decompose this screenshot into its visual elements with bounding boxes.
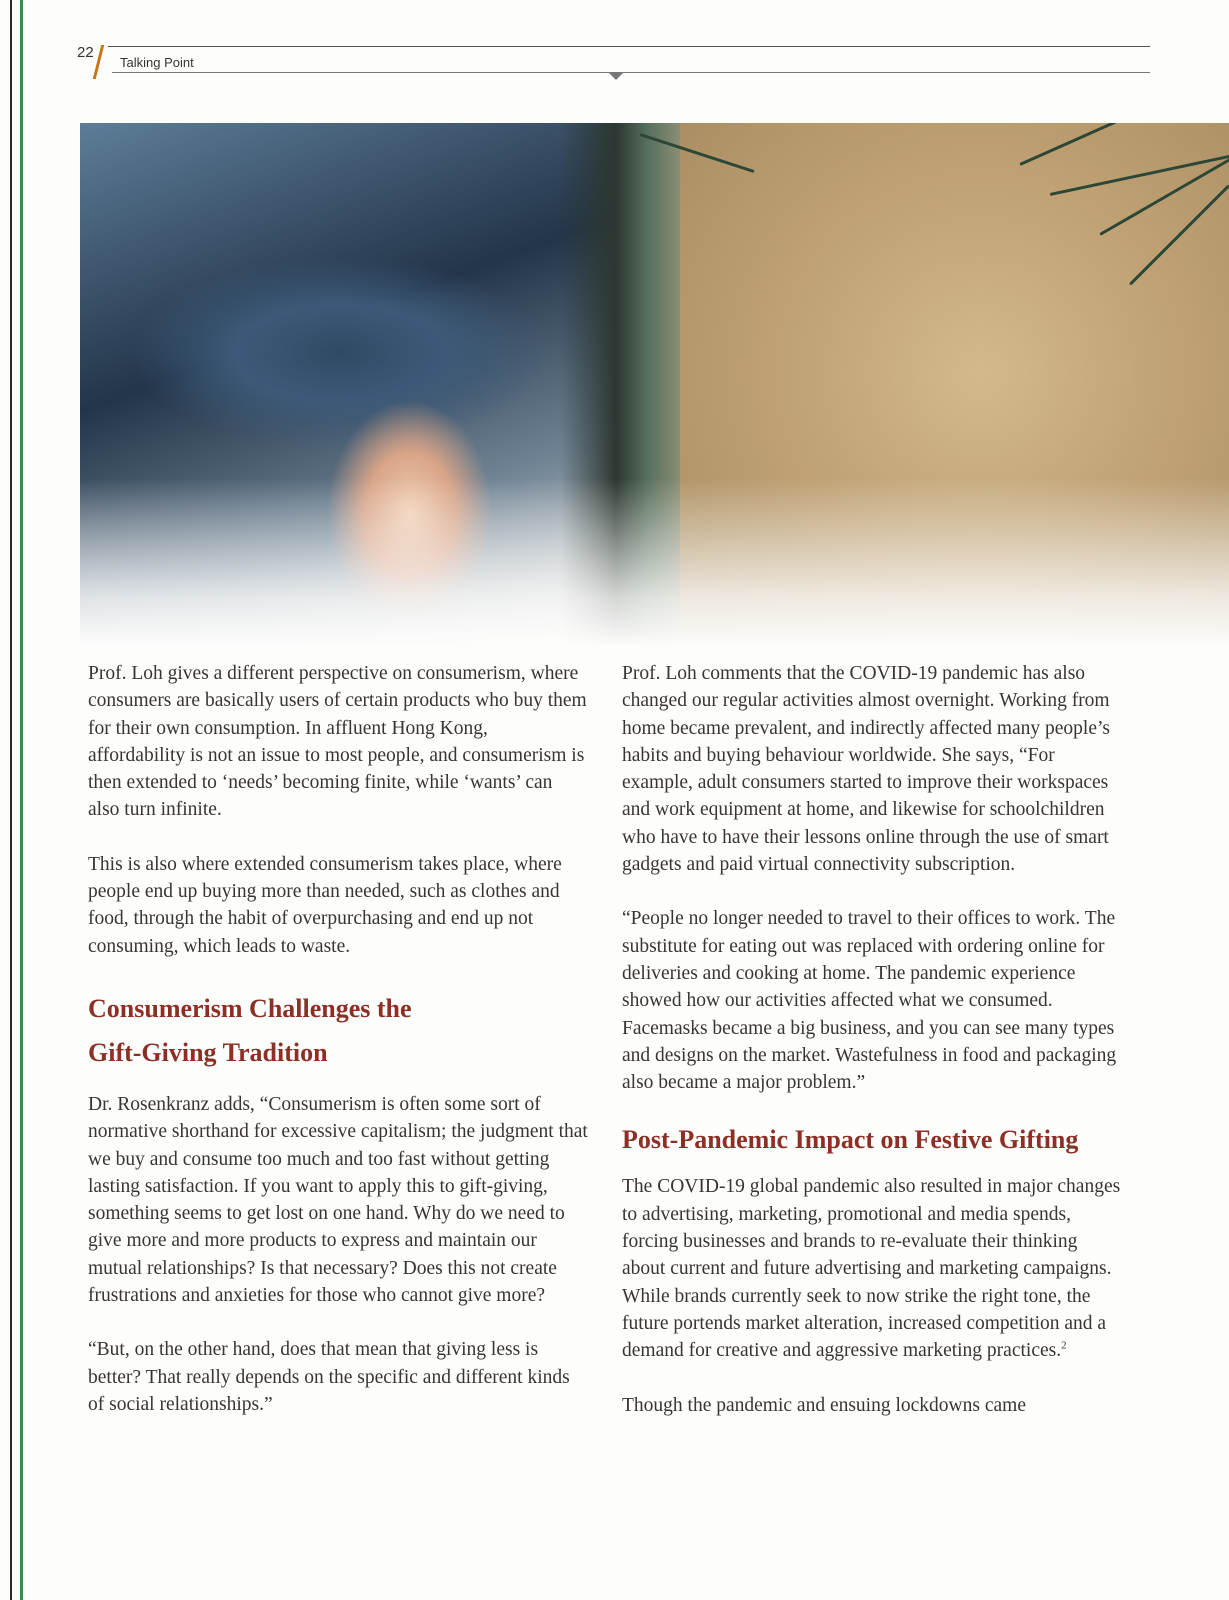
- section-label: Talking Point: [120, 55, 194, 70]
- section-heading: Post-Pandemic Impact on Festive Gifting: [622, 1125, 1079, 1155]
- paragraph: This is also where extended consumerism takes place, where people end up buying more than needed, such as clothes and food, through the habit of overpurchasing and end up not consuming, which leads to waste.: [88, 853, 562, 957]
- page-spine-accent: [20, 0, 23, 1600]
- header-rule-bottom: [112, 72, 1150, 73]
- pine-frond-decoration: [1129, 184, 1229, 285]
- pine-frond-decoration: [1019, 123, 1221, 166]
- article-column-right: [622, 660, 1122, 1446]
- paragraph: Prof. Loh gives a different perspective on consumerism, where consumers are basically users of certain products who buy them for their own consumption. In affluent Hong Kong, affordability is not an issue to most people, and consumerism is then extended to ‘needs’ becoming finite, while ‘wants’ can also turn infinite.: [88, 663, 587, 821]
- feature-photo: [80, 123, 1229, 648]
- paragraph: Prof. Loh comments that the COVID-19 pandemic has also changed our regular activities almost overnight. Working from home became prevalent, and indirectly affected many people’s habits and buying behaviour worldwide. She says, “For example, adult consumers started to improve their workspaces and work equipment at home, and likewise for schoolchildren who have to have their lessons online through the use of smart gadgets and paid virtual connectivity subscription.: [622, 663, 1111, 876]
- paragraph: [622, 1173, 1122, 1364]
- header-rule-top: [108, 46, 1150, 47]
- header-slash-accent: [93, 45, 104, 79]
- heading-line: Consumerism Challenges the: [88, 993, 412, 1023]
- footnote-marker: 2: [1061, 1339, 1067, 1352]
- pine-frond-decoration: [1099, 153, 1229, 236]
- paragraph: “People no longer needed to travel to their offices to work. The substitute for eating out was replaced with ordering online for deliveries and cooking at home. The pandemic experience showed how our activities affected what we consumed. Facemasks became a big business, and you can see many types and designs on the market. Wastefulness in food and packaging also became a major problem.”: [622, 908, 1117, 1094]
- page-spine-line: [10, 0, 12, 1600]
- paragraph: “But, on the other hand, does that mean that giving less is better? That really depends on the specific and different kinds of social relationships.”: [88, 1339, 570, 1415]
- heading-line: Gift-Giving Tradition: [88, 1037, 328, 1067]
- page-number: 22: [77, 44, 94, 61]
- paragraph: Though the pandemic and ensuing lockdowns came: [622, 1394, 1026, 1416]
- article-column-left: [88, 660, 588, 1445]
- photo-fade-overlay: [80, 478, 1229, 648]
- header-chevron-icon: [609, 73, 623, 80]
- paragraph: Dr. Rosenkranz adds, “Consumerism is often some sort of normative shorthand for excessive capitalism; the judgment that we buy and consume too much and too fast without getting lasting satisfaction. If you want to apply this to gift-giving, something seems to get lost on one hand. Why do we need to give more and more products to express and maintain our mutual relationships? Is that necessary? Does this not create frustrations and anxieties for those who cannot give more?: [88, 1093, 588, 1307]
- paragraph-text: The COVID-19 global pandemic also resulted in major changes to advertising, marketing, promotional and media spends, forcing businesses and brands to re-evaluate their thinking about current and future advertising and marketing campaigns. While brands currently seek to now strike the right tone, the future portends market alteration, increased competition and a demand for creative and aggressive marketing practices.: [622, 1176, 1121, 1362]
- section-heading: [88, 987, 588, 1075]
